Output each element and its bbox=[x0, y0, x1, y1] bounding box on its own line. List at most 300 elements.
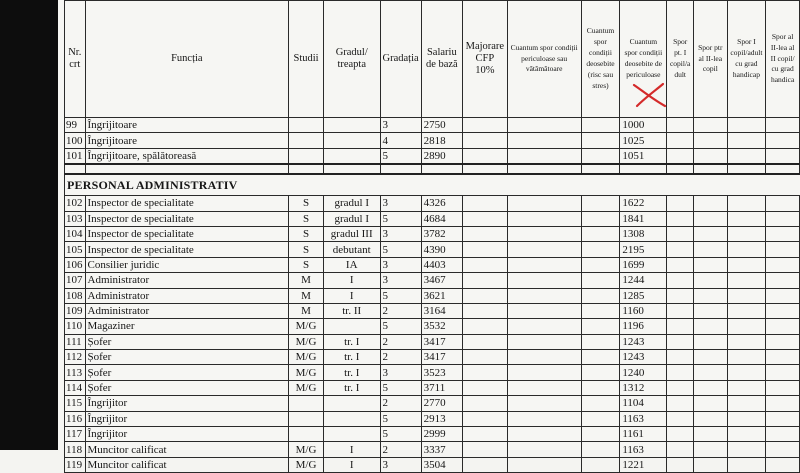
cell-salariu: 2890 bbox=[421, 148, 462, 164]
cell-spor-handicap-1 bbox=[727, 319, 766, 334]
cell-spor-handicap-2 bbox=[766, 242, 800, 257]
cell-studii bbox=[289, 411, 324, 426]
cell-gradatia: 2 bbox=[380, 303, 421, 318]
cell-spor-deosebite bbox=[581, 133, 620, 148]
table-row bbox=[65, 118, 800, 133]
cell-spor-deosebite-periculoase: 1243 bbox=[620, 350, 667, 365]
cell-spor-deosebite bbox=[581, 396, 620, 411]
red-cross-mark bbox=[632, 82, 668, 108]
table-row bbox=[65, 365, 800, 380]
cell-gradatia: 5 bbox=[380, 380, 421, 395]
rows-personal-administrativ bbox=[65, 196, 800, 473]
cell-majorare bbox=[463, 273, 508, 288]
col-spor-periculoase: Cuantum spor condiții periculoase sau vătămătoare bbox=[507, 1, 581, 118]
cell-spor-deosebite bbox=[581, 273, 620, 288]
cell-spor-copil-1 bbox=[667, 148, 694, 164]
cell-gradatia: 5 bbox=[380, 319, 421, 334]
table-row bbox=[65, 242, 800, 257]
cell-studii: M/G bbox=[289, 442, 324, 457]
cell-gradatia: 5 bbox=[380, 211, 421, 226]
cell-studii: M bbox=[289, 273, 324, 288]
section-title: PERSONAL ADMINISTRATIV bbox=[65, 174, 800, 196]
cell-grad: I bbox=[323, 457, 380, 472]
cell-spor-copil-1 bbox=[667, 273, 694, 288]
cell-nr: 110 bbox=[65, 319, 86, 334]
cell-salariu: 3467 bbox=[421, 273, 462, 288]
cell-spor-periculoase bbox=[507, 396, 581, 411]
col-spor-copil-1: Spor pt. I copil/a dult bbox=[667, 1, 694, 118]
cell-spor-copil-2 bbox=[694, 196, 728, 211]
col-spor-copil-2: Spor ptr al II-lea copil bbox=[694, 1, 728, 118]
cell-spor-deosebite-periculoase: 1161 bbox=[620, 427, 667, 442]
table-row bbox=[65, 396, 800, 411]
cell-salariu: 3532 bbox=[421, 319, 462, 334]
cell-studii bbox=[289, 118, 324, 133]
cell-majorare bbox=[463, 148, 508, 164]
cell-functia: Îngrijitoare bbox=[85, 118, 289, 133]
cell-grad bbox=[323, 319, 380, 334]
table-row bbox=[65, 148, 800, 164]
cell-nr: 115 bbox=[65, 396, 86, 411]
cell-gradatia: 5 bbox=[380, 411, 421, 426]
cell-spor-copil-1 bbox=[667, 133, 694, 148]
cell-spor-copil-1 bbox=[667, 396, 694, 411]
cell-spor-copil-2 bbox=[694, 118, 728, 133]
cell-nr: 106 bbox=[65, 257, 86, 272]
cell-spor-deosebite-periculoase: 1841 bbox=[620, 211, 667, 226]
cell-spor-periculoase bbox=[507, 288, 581, 303]
cell-spor-periculoase bbox=[507, 319, 581, 334]
cell-functia: Administrator bbox=[85, 303, 289, 318]
cell-spor-handicap-2 bbox=[766, 350, 800, 365]
cell-functia: Magaziner bbox=[85, 319, 289, 334]
cell-spor-deosebite-periculoase: 1285 bbox=[620, 288, 667, 303]
cell-grad: gradul I bbox=[323, 196, 380, 211]
cell-functia: Inspector de specialitate bbox=[85, 242, 289, 257]
cell-functia: Muncitor calificat bbox=[85, 442, 289, 457]
cell-spor-deosebite bbox=[581, 257, 620, 272]
cell-salariu: 2750 bbox=[421, 118, 462, 133]
table-row bbox=[65, 411, 800, 426]
cell-spor-copil-2 bbox=[694, 148, 728, 164]
cell-spor-handicap-1 bbox=[727, 148, 766, 164]
cell-functia: Îngrijitoare bbox=[85, 133, 289, 148]
cell-spor-copil-1 bbox=[667, 196, 694, 211]
cell-spor-periculoase bbox=[507, 380, 581, 395]
cell-spor-copil-1 bbox=[667, 257, 694, 272]
cell-studii: M/G bbox=[289, 319, 324, 334]
cell-spor-deosebite-periculoase: 1622 bbox=[620, 196, 667, 211]
cell-spor-handicap-1 bbox=[727, 334, 766, 349]
cell-gradatia: 3 bbox=[380, 365, 421, 380]
cell-studii: M/G bbox=[289, 380, 324, 395]
cell-spor-deosebite-periculoase: 1025 bbox=[620, 133, 667, 148]
cell-majorare bbox=[463, 118, 508, 133]
cell-majorare bbox=[463, 211, 508, 226]
cell-gradatia: 3 bbox=[380, 118, 421, 133]
cell-studii: M bbox=[289, 288, 324, 303]
cell-spor-handicap-2 bbox=[766, 303, 800, 318]
cell-spor-copil-2 bbox=[694, 427, 728, 442]
cell-spor-copil-2 bbox=[694, 365, 728, 380]
cell-spor-copil-1 bbox=[667, 319, 694, 334]
cell-nr: 101 bbox=[65, 148, 86, 164]
cell-spor-copil-1 bbox=[667, 365, 694, 380]
cell-gradatia: 2 bbox=[380, 396, 421, 411]
cell-spor-copil-2 bbox=[694, 396, 728, 411]
table-row bbox=[65, 380, 800, 395]
col-spor-deosebite-periculoase: Cuantum spor condiții deosebite de periculoase bbox=[620, 1, 667, 118]
cell-spor-deosebite-periculoase: 1051 bbox=[620, 148, 667, 164]
cell-grad: tr. I bbox=[323, 380, 380, 395]
cell-spor-periculoase bbox=[507, 211, 581, 226]
cell-majorare bbox=[463, 319, 508, 334]
cell-gradatia: 5 bbox=[380, 427, 421, 442]
table-row bbox=[65, 303, 800, 318]
cell-spor-copil-1 bbox=[667, 457, 694, 472]
cell-nr: 108 bbox=[65, 288, 86, 303]
cell-studii: M/G bbox=[289, 334, 324, 349]
cell-spor-deosebite bbox=[581, 288, 620, 303]
cell-gradatia: 3 bbox=[380, 457, 421, 472]
cell-majorare bbox=[463, 411, 508, 426]
cell-spor-copil-2 bbox=[694, 273, 728, 288]
cell-functia: Îngrijitor bbox=[85, 411, 289, 426]
cell-spor-copil-1 bbox=[667, 380, 694, 395]
cell-spor-copil-1 bbox=[667, 350, 694, 365]
cell-spor-handicap-1 bbox=[727, 226, 766, 241]
col-spor-handicap-2: Spor al II-lea al II copil/ cu grad handica bbox=[766, 1, 800, 118]
cell-spor-copil-2 bbox=[694, 226, 728, 241]
cell-spor-handicap-2 bbox=[766, 226, 800, 241]
col-spor-deosebite: Cuantum spor condiții deosebite (risc sau stres) bbox=[581, 1, 620, 118]
cell-gradatia: 3 bbox=[380, 226, 421, 241]
cell-spor-copil-1 bbox=[667, 288, 694, 303]
table-row bbox=[65, 288, 800, 303]
cell-majorare bbox=[463, 427, 508, 442]
cell-spor-periculoase bbox=[507, 257, 581, 272]
cell-nr: 117 bbox=[65, 427, 86, 442]
table-row bbox=[65, 211, 800, 226]
cell-spor-handicap-2 bbox=[766, 365, 800, 380]
cell-spor-deosebite bbox=[581, 196, 620, 211]
cell-grad: gradul III bbox=[323, 226, 380, 241]
cell-functia: Îngrijitor bbox=[85, 427, 289, 442]
cell-salariu: 4390 bbox=[421, 242, 462, 257]
cell-spor-copil-2 bbox=[694, 334, 728, 349]
cell-nr: 118 bbox=[65, 442, 86, 457]
col-salariu-baza: Salariu de bază bbox=[421, 1, 462, 118]
table-row bbox=[65, 196, 800, 211]
table-row bbox=[65, 273, 800, 288]
col-majorare-cfp: Majorare CFP 10% bbox=[463, 1, 508, 118]
cell-majorare bbox=[463, 226, 508, 241]
cell-nr: 99 bbox=[65, 118, 86, 133]
cell-spor-copil-2 bbox=[694, 257, 728, 272]
cell-grad: I bbox=[323, 273, 380, 288]
cell-spor-handicap-2 bbox=[766, 334, 800, 349]
cell-spor-deosebite-periculoase: 1244 bbox=[620, 273, 667, 288]
cell-spor-handicap-1 bbox=[727, 196, 766, 211]
cell-spor-deosebite bbox=[581, 226, 620, 241]
cell-spor-handicap-2 bbox=[766, 273, 800, 288]
cell-nr: 114 bbox=[65, 380, 86, 395]
cell-spor-periculoase bbox=[507, 350, 581, 365]
cell-spor-handicap-2 bbox=[766, 427, 800, 442]
cell-gradatia: 2 bbox=[380, 350, 421, 365]
cell-functia: Inspector de specialitate bbox=[85, 226, 289, 241]
cell-spor-handicap-1 bbox=[727, 380, 766, 395]
cell-studii: S bbox=[289, 257, 324, 272]
cell-studii: S bbox=[289, 226, 324, 241]
cell-spor-deosebite-periculoase: 2195 bbox=[620, 242, 667, 257]
cell-salariu: 3504 bbox=[421, 457, 462, 472]
cell-gradatia: 5 bbox=[380, 148, 421, 164]
cell-spor-copil-1 bbox=[667, 242, 694, 257]
cell-spor-deosebite-periculoase: 1160 bbox=[620, 303, 667, 318]
col-spor-handicap-1: Spor I copil/adult cu grad handicap bbox=[727, 1, 766, 118]
cell-grad bbox=[323, 396, 380, 411]
cell-nr: 113 bbox=[65, 365, 86, 380]
cell-gradatia: 5 bbox=[380, 242, 421, 257]
salary-table bbox=[64, 0, 800, 473]
cell-studii: S bbox=[289, 196, 324, 211]
cell-spor-deosebite-periculoase: 1312 bbox=[620, 380, 667, 395]
cell-studii: S bbox=[289, 211, 324, 226]
cell-salariu: 3164 bbox=[421, 303, 462, 318]
cell-spor-handicap-1 bbox=[727, 288, 766, 303]
cell-studii bbox=[289, 133, 324, 148]
cell-spor-deosebite bbox=[581, 118, 620, 133]
cell-gradatia: 3 bbox=[380, 257, 421, 272]
cell-spor-copil-1 bbox=[667, 226, 694, 241]
table-row bbox=[65, 334, 800, 349]
cell-majorare bbox=[463, 457, 508, 472]
cell-spor-copil-2 bbox=[694, 288, 728, 303]
cell-spor-periculoase bbox=[507, 273, 581, 288]
cell-grad bbox=[323, 427, 380, 442]
cell-nr: 111 bbox=[65, 334, 86, 349]
cell-spor-deosebite bbox=[581, 365, 620, 380]
cell-grad: tr. I bbox=[323, 334, 380, 349]
cell-spor-copil-2 bbox=[694, 211, 728, 226]
left-black-margin bbox=[0, 0, 58, 450]
cell-spor-handicap-1 bbox=[727, 242, 766, 257]
cell-salariu: 2999 bbox=[421, 427, 462, 442]
cell-majorare bbox=[463, 242, 508, 257]
cell-majorare bbox=[463, 288, 508, 303]
cell-spor-periculoase bbox=[507, 365, 581, 380]
cell-majorare bbox=[463, 196, 508, 211]
cell-spor-deosebite-periculoase: 1000 bbox=[620, 118, 667, 133]
cell-majorare bbox=[463, 365, 508, 380]
cell-spor-periculoase bbox=[507, 118, 581, 133]
cell-grad: tr. II bbox=[323, 303, 380, 318]
table-row bbox=[65, 257, 800, 272]
cell-spor-copil-2 bbox=[694, 133, 728, 148]
cell-spor-copil-2 bbox=[694, 242, 728, 257]
rows-before-section bbox=[65, 118, 800, 165]
cell-gradatia: 3 bbox=[380, 273, 421, 288]
cell-grad: I bbox=[323, 288, 380, 303]
table-row bbox=[65, 319, 800, 334]
cell-salariu: 3621 bbox=[421, 288, 462, 303]
cell-spor-handicap-1 bbox=[727, 273, 766, 288]
cell-nr: 102 bbox=[65, 196, 86, 211]
cell-spor-deosebite bbox=[581, 334, 620, 349]
cell-spor-periculoase bbox=[507, 334, 581, 349]
cell-spor-deosebite bbox=[581, 303, 620, 318]
col-studii: Studii bbox=[289, 1, 324, 118]
cell-grad bbox=[323, 133, 380, 148]
cell-spor-deosebite-periculoase: 1104 bbox=[620, 396, 667, 411]
col-functia: Funcția bbox=[85, 1, 289, 118]
cell-functia: Șofer bbox=[85, 365, 289, 380]
cell-functia: Șofer bbox=[85, 380, 289, 395]
section-separator bbox=[65, 164, 800, 196]
cell-gradatia: 4 bbox=[380, 133, 421, 148]
cell-studii: M bbox=[289, 303, 324, 318]
cell-studii: S bbox=[289, 242, 324, 257]
cell-spor-deosebite-periculoase: 1163 bbox=[620, 442, 667, 457]
cell-studii: M/G bbox=[289, 365, 324, 380]
cell-nr: 112 bbox=[65, 350, 86, 365]
cell-grad bbox=[323, 411, 380, 426]
cell-majorare bbox=[463, 380, 508, 395]
cell-spor-periculoase bbox=[507, 303, 581, 318]
cell-grad: debutant bbox=[323, 242, 380, 257]
cell-spor-copil-1 bbox=[667, 427, 694, 442]
cell-spor-handicap-1 bbox=[727, 133, 766, 148]
cell-salariu: 3417 bbox=[421, 334, 462, 349]
cell-nr: 100 bbox=[65, 133, 86, 148]
cell-functia: Administrator bbox=[85, 273, 289, 288]
cell-spor-handicap-2 bbox=[766, 411, 800, 426]
cell-spor-periculoase bbox=[507, 226, 581, 241]
cell-functia: Șofer bbox=[85, 350, 289, 365]
table-row bbox=[65, 457, 800, 472]
table-row bbox=[65, 226, 800, 241]
cell-spor-periculoase bbox=[507, 242, 581, 257]
cell-spor-deosebite bbox=[581, 242, 620, 257]
cell-spor-deosebite bbox=[581, 411, 620, 426]
cell-studii bbox=[289, 427, 324, 442]
cell-grad bbox=[323, 118, 380, 133]
cell-spor-deosebite-periculoase: 1240 bbox=[620, 365, 667, 380]
cell-spor-handicap-2 bbox=[766, 257, 800, 272]
cell-nr: 116 bbox=[65, 411, 86, 426]
cell-studii bbox=[289, 148, 324, 164]
col-gradatia: Gradația bbox=[380, 1, 421, 118]
cell-spor-copil-2 bbox=[694, 303, 728, 318]
cell-spor-periculoase bbox=[507, 457, 581, 472]
header-row bbox=[65, 1, 800, 118]
cell-spor-deosebite bbox=[581, 457, 620, 472]
cell-spor-copil-1 bbox=[667, 211, 694, 226]
cell-salariu: 4326 bbox=[421, 196, 462, 211]
cell-spor-handicap-2 bbox=[766, 196, 800, 211]
cell-majorare bbox=[463, 350, 508, 365]
cell-spor-deosebite-periculoase: 1163 bbox=[620, 411, 667, 426]
table-row bbox=[65, 133, 800, 148]
cell-functia: Îngrijitor bbox=[85, 396, 289, 411]
cell-salariu: 3711 bbox=[421, 380, 462, 395]
cell-spor-handicap-2 bbox=[766, 380, 800, 395]
cell-salariu: 3417 bbox=[421, 350, 462, 365]
cell-spor-periculoase bbox=[507, 411, 581, 426]
cell-spor-handicap-1 bbox=[727, 457, 766, 472]
cell-spor-handicap-1 bbox=[727, 396, 766, 411]
cell-salariu: 2770 bbox=[421, 396, 462, 411]
cell-spor-handicap-2 bbox=[766, 396, 800, 411]
cell-spor-deosebite bbox=[581, 319, 620, 334]
cell-studii: M/G bbox=[289, 350, 324, 365]
col-grad-treapta: Gradul/ treapta bbox=[323, 1, 380, 118]
cell-spor-handicap-2 bbox=[766, 319, 800, 334]
cell-spor-handicap-1 bbox=[727, 350, 766, 365]
cell-nr: 104 bbox=[65, 226, 86, 241]
cell-spor-periculoase bbox=[507, 133, 581, 148]
cell-grad: IA bbox=[323, 257, 380, 272]
cell-spor-deosebite bbox=[581, 427, 620, 442]
cell-spor-handicap-2 bbox=[766, 118, 800, 133]
col-nr-crt: Nr. crt bbox=[65, 1, 86, 118]
cell-salariu: 3337 bbox=[421, 442, 462, 457]
cell-nr: 103 bbox=[65, 211, 86, 226]
cell-grad bbox=[323, 148, 380, 164]
cell-nr: 105 bbox=[65, 242, 86, 257]
cell-spor-periculoase bbox=[507, 196, 581, 211]
cell-functia: Administrator bbox=[85, 288, 289, 303]
cell-spor-copil-2 bbox=[694, 319, 728, 334]
cell-spor-handicap-1 bbox=[727, 303, 766, 318]
cell-spor-copil-1 bbox=[667, 118, 694, 133]
cell-spor-deosebite bbox=[581, 211, 620, 226]
cell-salariu: 3523 bbox=[421, 365, 462, 380]
cell-studii: M/G bbox=[289, 457, 324, 472]
cell-salariu: 3782 bbox=[421, 226, 462, 241]
cell-majorare bbox=[463, 334, 508, 349]
cell-spor-handicap-2 bbox=[766, 148, 800, 164]
cell-functia: Inspector de specialitate bbox=[85, 211, 289, 226]
table-row bbox=[65, 350, 800, 365]
cell-spor-deosebite-periculoase: 1221 bbox=[620, 457, 667, 472]
cell-spor-handicap-1 bbox=[727, 365, 766, 380]
cell-majorare bbox=[463, 257, 508, 272]
cell-spor-handicap-1 bbox=[727, 257, 766, 272]
cell-salariu: 2818 bbox=[421, 133, 462, 148]
gap-row bbox=[65, 164, 800, 174]
cell-salariu: 4403 bbox=[421, 257, 462, 272]
cell-spor-copil-1 bbox=[667, 334, 694, 349]
cell-spor-deosebite-periculoase: 1243 bbox=[620, 334, 667, 349]
section-row bbox=[65, 174, 800, 196]
table-row bbox=[65, 427, 800, 442]
cell-spor-deosebite bbox=[581, 148, 620, 164]
cell-functia: Consilier juridic bbox=[85, 257, 289, 272]
cell-spor-deosebite bbox=[581, 380, 620, 395]
cell-grad: I bbox=[323, 442, 380, 457]
cell-nr: 107 bbox=[65, 273, 86, 288]
cell-gradatia: 5 bbox=[380, 288, 421, 303]
cell-spor-copil-2 bbox=[694, 350, 728, 365]
cell-functia: Muncitor calificat bbox=[85, 457, 289, 472]
cell-nr: 109 bbox=[65, 303, 86, 318]
cell-spor-handicap-1 bbox=[727, 427, 766, 442]
cell-grad: tr. I bbox=[323, 365, 380, 380]
cell-gradatia: 2 bbox=[380, 334, 421, 349]
cell-spor-copil-2 bbox=[694, 457, 728, 472]
